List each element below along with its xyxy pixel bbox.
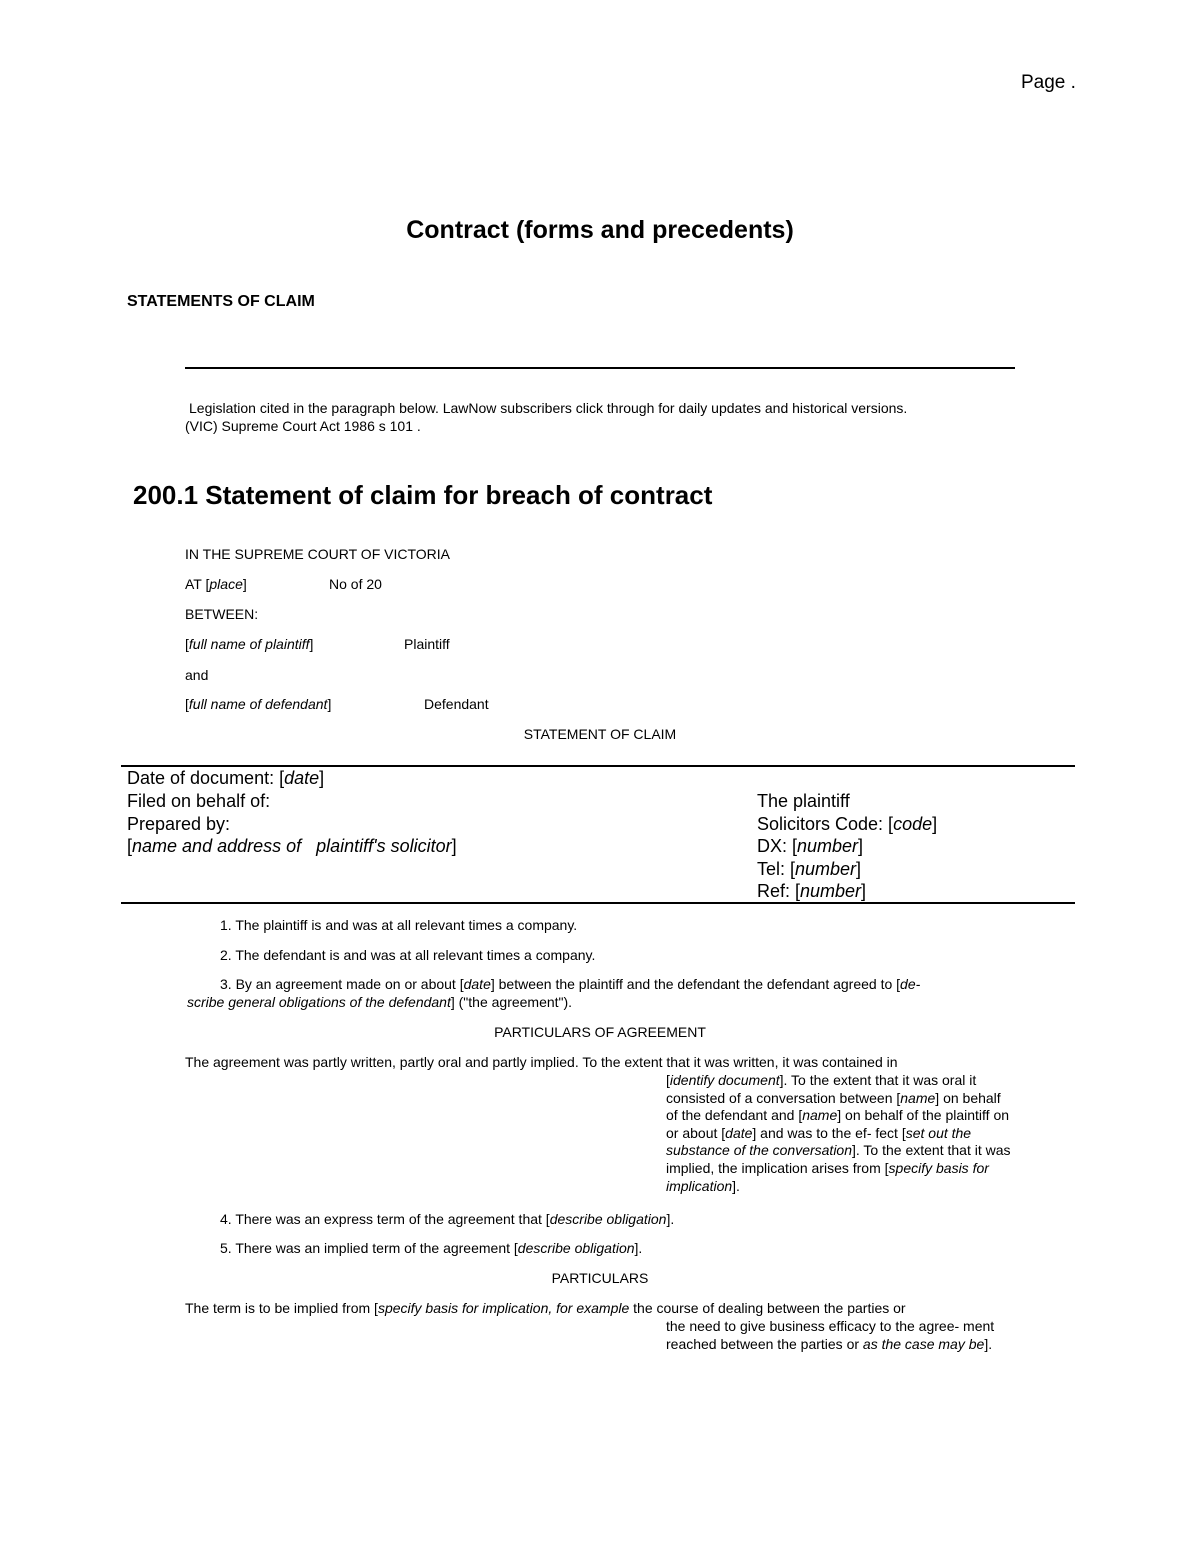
filing-party: The plaintiff [757, 791, 850, 811]
defendant-role: Defendant [424, 696, 489, 712]
agreement-text-continued: [identify document]. To the extent that it was oral it consisted of a conversation between [name] on behalf of the defendant and [name] on behalf of the plaintiff on or about [date] and was to the ef- fect [set out the substance of the conversation]. To the extent that it was implied, the implication arises from [specify basis for implication]. [666, 1072, 1011, 1194]
paragraph-3: 3. By an agreement made on or about [date] between the plaintiff and the defendant the defendant agreed to [de- [220, 976, 921, 992]
paragraph-3-continued: scribe general obligations of the defendant] ("the agreement"). [187, 994, 573, 1010]
ref-number: Ref: [number] [757, 881, 867, 901]
implied-term-text: The term is to be implied from [specify basis for implication, for example the course of dealing between the parties or [185, 1300, 906, 1316]
plaintiff-role: Plaintiff [404, 636, 450, 652]
divider [185, 367, 1015, 369]
case-number: No of 20 [329, 576, 382, 592]
particulars-of-agreement-label: PARTICULARS OF AGREEMENT [494, 1024, 706, 1040]
solicitors-code: Solicitors Code: [code] [757, 814, 938, 834]
paragraph-5: 5. There was an implied term of the agreement [describe obligation]. [220, 1240, 643, 1256]
filing-top-rule [121, 765, 1075, 767]
prepared-by: Prepared by: [127, 814, 231, 834]
solicitor-details: [name and address of plaintiff's solicitor] [127, 836, 457, 856]
defendant-name: [full name of defendant] [185, 696, 332, 712]
precedent-heading: 200.1 Statement of claim for breach of contract [133, 480, 713, 510]
court-name: IN THE SUPREME COURT OF VICTORIA [185, 546, 451, 562]
plaintiff-name: [full name of plaintiff] [185, 636, 314, 652]
tel-number: Tel: [number] [757, 859, 862, 879]
filing-bottom-rule [121, 902, 1075, 904]
statement-of-claim-label: STATEMENT OF CLAIM [523, 726, 677, 742]
paragraph-2: 2. The defendant is and was at all relevant times a company. [220, 947, 596, 963]
implied-term-text-continued: the need to give business efficacy to the agree- ment reached between the parties or as the case may be]. [666, 1318, 995, 1352]
date-of-document: Date of document: [date] [127, 768, 325, 788]
dx-number: DX: [number] [757, 836, 864, 856]
legislation-citation[interactable]: (VIC) Supreme Court Act 1986 s 101 . [185, 418, 421, 434]
and-label: and [185, 667, 209, 683]
paragraph-1: 1. The plaintiff is and was at all relevant times a company. [220, 917, 578, 933]
particulars-label: PARTICULARS [551, 1270, 649, 1286]
paragraph-4: 4. There was an express term of the agreement that [describe obligation]. [220, 1211, 675, 1227]
place-line: AT [place] [185, 576, 247, 592]
legislation-note[interactable]: Legislation cited in the paragraph below. LawNow subscribers click through for daily updates and historical versions. [189, 400, 908, 416]
agreement-text: The agreement was partly written, partly oral and partly implied. To the extent that it was written, it was contained in [185, 1054, 898, 1070]
between-label: BETWEEN: [185, 606, 259, 622]
section-title: STATEMENTS OF CLAIM [127, 293, 315, 310]
filed-on-behalf: Filed on behalf of: [127, 791, 271, 811]
document-title: Contract (forms and precedents) [406, 216, 794, 244]
page-number-label: Page . [1021, 72, 1076, 93]
